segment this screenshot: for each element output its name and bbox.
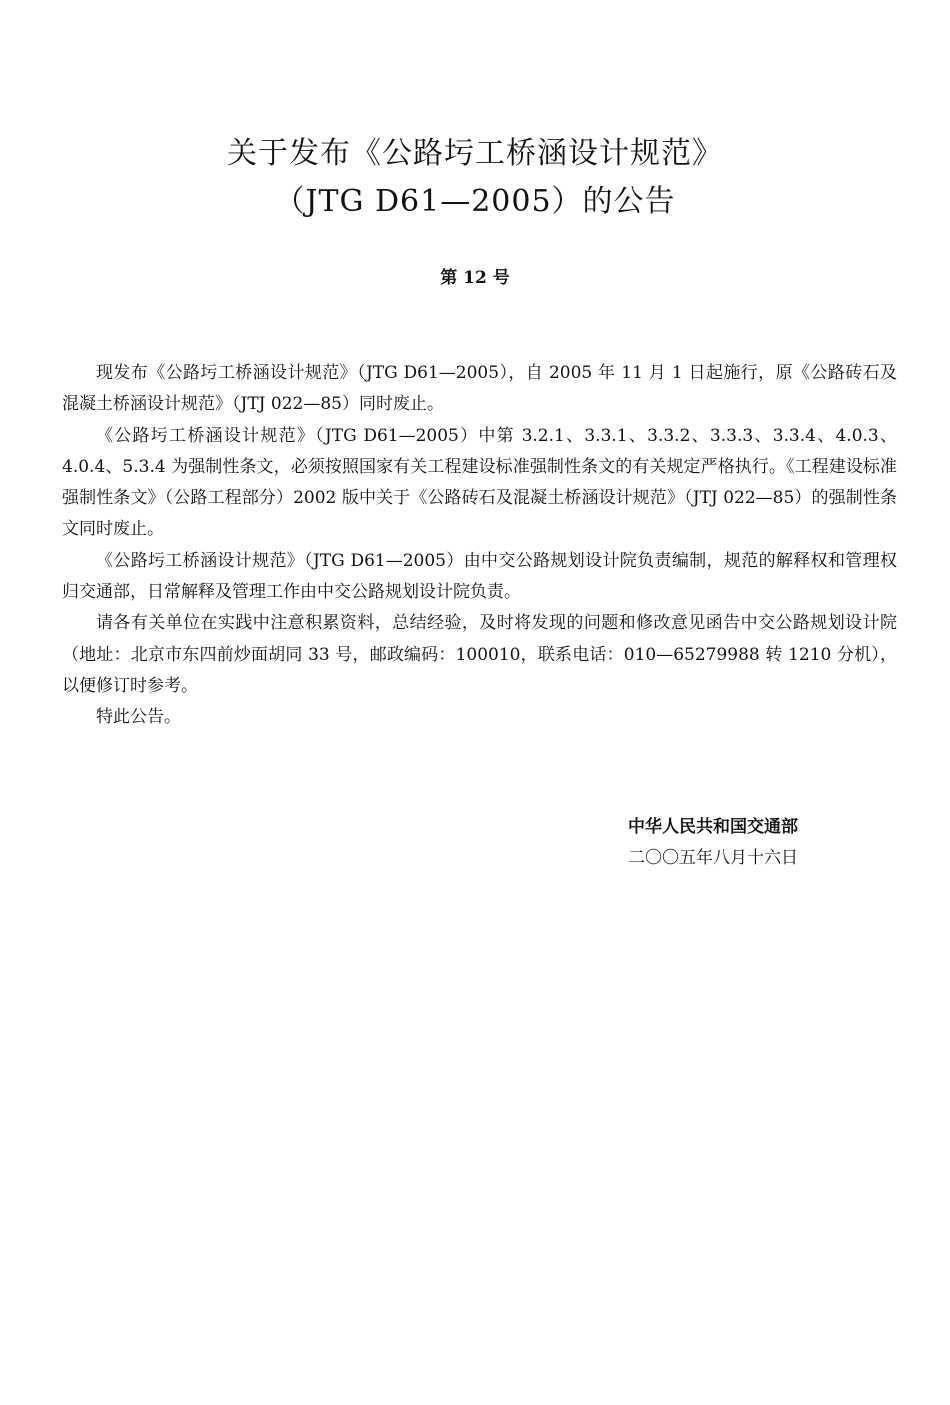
title-line-2: （JTG D61—2005）的公告	[274, 184, 676, 219]
issuing-organization: 中华人民共和国交通部	[628, 817, 798, 837]
issue-date: 二〇〇五年八月十六日	[628, 848, 798, 868]
announcement-body	[62, 358, 897, 734]
paragraph-closing: 特此公告。	[96, 707, 181, 728]
paragraph-publication: 现发布《公路圬工桥涵设计规范》（JTG D61—2005），自 2005 年 11 月 1 日起施行，原《公路砖石及混凝土桥涵设计规范》（JTJ 022—85）同时废止。	[62, 363, 897, 415]
paragraph-mandatory-clauses: 《公路圬工桥涵设计规范》（JTG D61—2005）中第 3.2.1、3.3.1、3.3.2、3.3.3、3.3.4、4.0.3、4.0.4、5.3.4 为强制性条文，必须按照国家有关工程建设标准强制性条文的有关规定严格执行。《工程建设标准强制性条文》（公路工程部分）2002 版中关于《公路砖石及混凝土桥涵设计规范》（JTJ 022—85）的强制性条文同时废止。	[62, 425, 897, 540]
document-number: 第 12 号	[440, 268, 510, 288]
title-line-1: 关于发布《公路圬工桥涵设计规范》	[227, 136, 723, 171]
paragraph-compilation: 《公路圬工桥涵设计规范》（JTG D61—2005）由中交公路规划设计院负责编制，规范的解释权和管理权归交通部，日常解释及管理工作由中交公路规划设计院负责。	[62, 550, 897, 603]
signature-block	[628, 812, 888, 874]
paragraph-feedback: 请各有关单位在实践中注意积累资料，总结经验，及时将发现的问题和修改意见函告中交公路规划设计院（地址：北京市东四前炒面胡同 33 号，邮政编码：100010，联系电话：010—65279988 转 1210 分机），以便修订时参考。	[62, 613, 897, 696]
